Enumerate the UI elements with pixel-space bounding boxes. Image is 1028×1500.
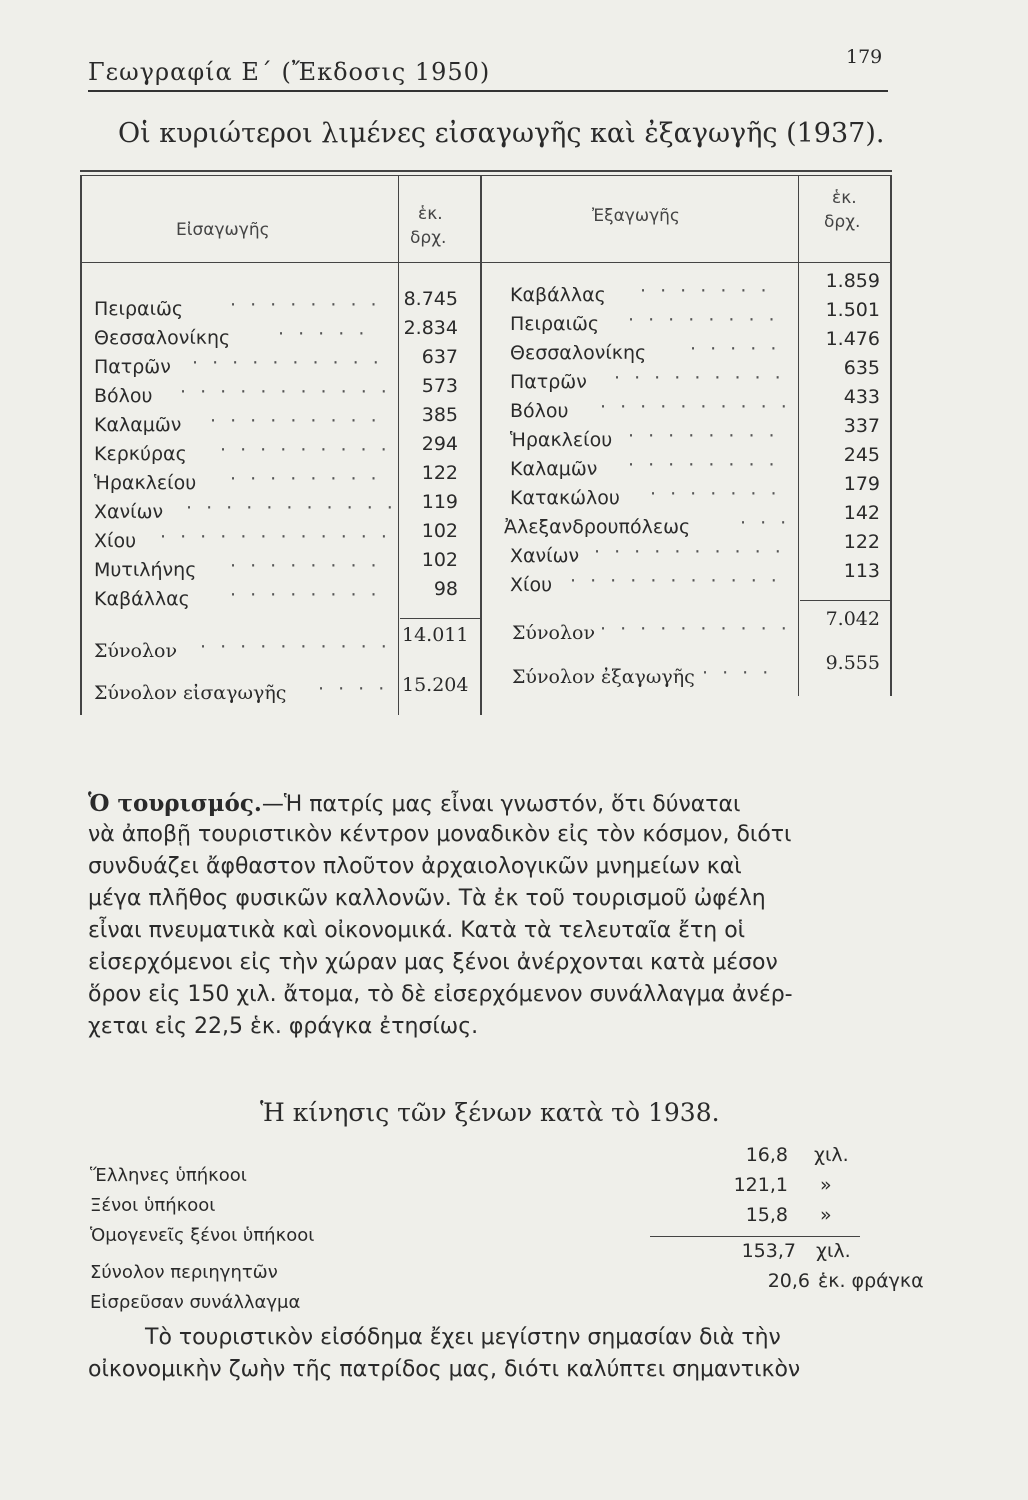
import-unit-header-1: ἑκ. (418, 204, 443, 224)
export-value-separator (798, 176, 799, 696)
leader-dots: · · · · · · · · · · (200, 636, 391, 658)
import-port: Ἡρακλείου (94, 472, 197, 494)
export-port: Ἀλεξανδρουπόλεως (504, 516, 691, 538)
center-separator (480, 176, 482, 715)
import-value: 122 (421, 462, 458, 484)
leader-dots: · · · · · · · · · · (594, 541, 785, 563)
export-total-label: Σύνολον ἐξαγωγῆς (512, 666, 695, 688)
export-value: 337 (843, 415, 880, 437)
movement-unit: χιλ. (814, 1144, 849, 1166)
export-total-value: 9.555 (825, 652, 880, 674)
tourism-line-1: —Ἡ πατρίς μας εἶναι γνωστόν, ὅτι δύναται (261, 792, 741, 817)
export-port: Χίου (510, 574, 553, 596)
tourism-line-5: εἶναι πνευματικὰ καὶ οἰκονομικά. Κατὰ τὰ τελευταῖα ἔτη οἱ (88, 918, 746, 943)
movement-total-value: 153,7 (741, 1240, 796, 1262)
export-value: 1.476 (825, 328, 880, 350)
import-sum-label: Σύνολον (94, 640, 178, 662)
movement-title: Ἡ κίνησις τῶν ξένων κατὰ τὸ 1938. (260, 1098, 720, 1127)
leader-dots: · · · · · · · · · · · (180, 381, 391, 403)
movement-unit: » (820, 1174, 832, 1196)
table-left-border (80, 176, 82, 715)
export-value: 142 (843, 502, 880, 524)
import-port: Χίου (94, 530, 137, 552)
export-value: 179 (843, 473, 880, 495)
ports-table (80, 170, 892, 715)
movement-total-label: Σύνολον περιηγητῶν (90, 1262, 278, 1283)
tourism-line-7: ὅρον εἰς 150 χιλ. ἄτομα, τὸ δὲ εἰσερχόμενον συνάλλαγμα ἀνέρ- (88, 982, 793, 1007)
export-column-header: Ἐξαγωγῆς (592, 206, 680, 226)
leader-dots: · · · · · (278, 323, 369, 345)
import-value: 294 (421, 433, 458, 455)
export-value: 433 (843, 386, 880, 408)
import-unit-header-2: δρχ. (410, 228, 447, 248)
export-port: Ἡρακλείου (510, 429, 613, 451)
movement-value: 15,8 (745, 1204, 788, 1226)
leader-dots: · · · · · · · · (230, 555, 381, 577)
table-right-border (890, 176, 892, 696)
export-sum-value: 7.042 (825, 608, 880, 630)
header-underline (80, 262, 892, 263)
leader-dots: · · · · · · · · (628, 454, 779, 476)
import-value: 8.745 (403, 288, 458, 310)
import-port: Κερκύρας (94, 443, 187, 465)
import-value: 573 (421, 375, 458, 397)
page-number: 179 (846, 46, 883, 68)
tourism-line-2: νὰ ἀποβῇ τουριστικὸν κέντρον μοναδικὸν εἰς τὸν κόσμον, διότι (88, 822, 792, 847)
export-port: Καλαμῶν (510, 458, 598, 480)
export-value: 122 (843, 531, 880, 553)
leader-dots: · · · · · · · · · · (600, 396, 791, 418)
tourism-lead: Ὁ τουρισμός. (88, 790, 262, 817)
leader-dots: · · · · · · · (650, 483, 781, 505)
leader-dots: · · · · · · · · (628, 309, 779, 331)
leader-dots: · · · · · · · · (230, 294, 381, 316)
closing-line-1: Τὸ τουριστικὸν εἰσόδημα ἔχει μεγίστην σημασίαν διὰ τὴν (145, 1325, 781, 1350)
leader-dots: · · · (740, 512, 791, 534)
leader-dots: · · · · · · · (640, 280, 771, 302)
import-port: Βόλου (94, 385, 153, 407)
leader-dots: · · · · (702, 662, 773, 684)
table-top-rule-2 (80, 175, 892, 176)
leader-dots: · · · · (318, 678, 389, 700)
import-column-header: Εἰσαγωγῆς (176, 220, 270, 240)
leader-dots: · · · · · · · · (230, 584, 381, 606)
export-value: 1.859 (825, 270, 880, 292)
leader-dots: · · · · · · · · · · (192, 352, 383, 374)
movement-total-unit: χιλ. (816, 1240, 851, 1262)
export-port: Καβάλλας (510, 284, 606, 306)
import-value: 102 (421, 520, 458, 542)
export-port: Πειραιῶς (510, 313, 600, 335)
leader-dots: · · · · · · · · · · (600, 618, 791, 640)
movement-value: 16,8 (745, 1144, 788, 1166)
table-top-rule (80, 170, 892, 172)
import-port: Μυτιλήνης (94, 559, 197, 581)
export-port: Βόλου (510, 400, 569, 422)
export-unit-header-1: ἑκ. (832, 188, 857, 208)
exchange-unit: ἑκ. φράγκα (818, 1270, 924, 1292)
import-value: 98 (433, 578, 458, 600)
closing-line-2: οἰκονομικὴν ζωὴν τῆς πατρίδος μας, διότι καλύπτει σημαντικὸν (88, 1357, 801, 1382)
import-value: 2.834 (403, 317, 458, 339)
tourism-line-6: εἰσερχόμενοι εἰς τὴν χώραν μας ξένοι ἀνέρχονται κατὰ μέσον (88, 950, 778, 975)
leader-dots: · · · · · · · · · · · (186, 497, 397, 519)
import-port: Καβάλλας (94, 588, 190, 610)
leader-dots: · · · · · · · · (628, 425, 779, 447)
export-value: 1.501 (825, 299, 880, 321)
import-total-label: Σύνολον εἰσαγωγῆς (94, 682, 287, 704)
leader-dots: · · · · · · · · · (614, 367, 785, 389)
export-port: Χανίων (510, 545, 580, 567)
table-title: Οἱ κυριώτεροι λιμένες εἰσαγωγῆς καὶ ἐξαγωγῆς (1937). (118, 118, 885, 149)
running-head: Γεωγραφία Ε΄ (Ἔκδοσις 1950) (88, 58, 491, 86)
tourism-line-4: μέγα πλῆθος φυσικῶν καλλονῶν. Τὰ ἐκ τοῦ τουρισμοῦ ὠφέλη (88, 886, 766, 911)
tourism-line-3: συνδυάζει ἄφθαστον πλοῦτον ἀρχαιολογικῶν μνημείων καὶ (88, 854, 742, 879)
export-port: Θεσσαλονίκης (510, 342, 647, 364)
leader-dots: · · · · · · · · · (220, 439, 391, 461)
export-sum-label: Σύνολον (512, 622, 596, 644)
export-sum-rule (800, 600, 890, 601)
movement-label: Ξένοι ὑπήκοοι (90, 1195, 216, 1216)
leader-dots: · · · · · · · · · · · (570, 570, 781, 592)
movement-sum-rule (650, 1236, 860, 1237)
exchange-label: Εἰσρεῦσαν συνάλλαγμα (90, 1292, 301, 1313)
export-unit-header-2: δρχ. (824, 212, 861, 232)
export-value: 113 (843, 560, 880, 582)
export-port: Κατακώλου (510, 487, 620, 509)
import-sum-rule (400, 618, 480, 619)
import-port: Καλαμῶν (94, 414, 182, 436)
exchange-value: 20,6 (767, 1270, 810, 1292)
movement-unit: » (820, 1204, 832, 1226)
import-value: 385 (421, 404, 458, 426)
import-sum-value: 14.011 (402, 624, 469, 646)
movement-label: Ἕλληνες ὑπήκοοι (90, 1165, 247, 1186)
tourism-line-8: χεται εἰς 22,5 ἑκ. φράγκα ἐτησίως. (88, 1014, 479, 1039)
import-value: 102 (421, 549, 458, 571)
movement-label: Ὁμογενεῖς ξένοι ὑπήκοοι (90, 1225, 315, 1246)
leader-dots: · · · · · (690, 338, 781, 360)
header-rule (88, 90, 888, 92)
movement-value: 121,1 (733, 1174, 788, 1196)
import-port: Θεσσαλονίκης (94, 327, 231, 349)
leader-dots: · · · · · · · · (230, 468, 381, 490)
export-value: 245 (843, 444, 880, 466)
import-port: Χανίων (94, 501, 164, 523)
leader-dots: · · · · · · · · · (210, 410, 381, 432)
import-value: 637 (421, 346, 458, 368)
export-port: Πατρῶν (510, 371, 587, 393)
leader-dots: · · · · · · · · · · · · (160, 526, 391, 548)
export-value: 635 (843, 357, 880, 379)
import-port: Πειραιῶς (94, 298, 184, 320)
import-total-value: 15.204 (402, 674, 469, 696)
tourism-paragraph-line (88, 790, 740, 817)
import-port: Πατρῶν (94, 356, 171, 378)
import-value: 119 (421, 491, 458, 513)
